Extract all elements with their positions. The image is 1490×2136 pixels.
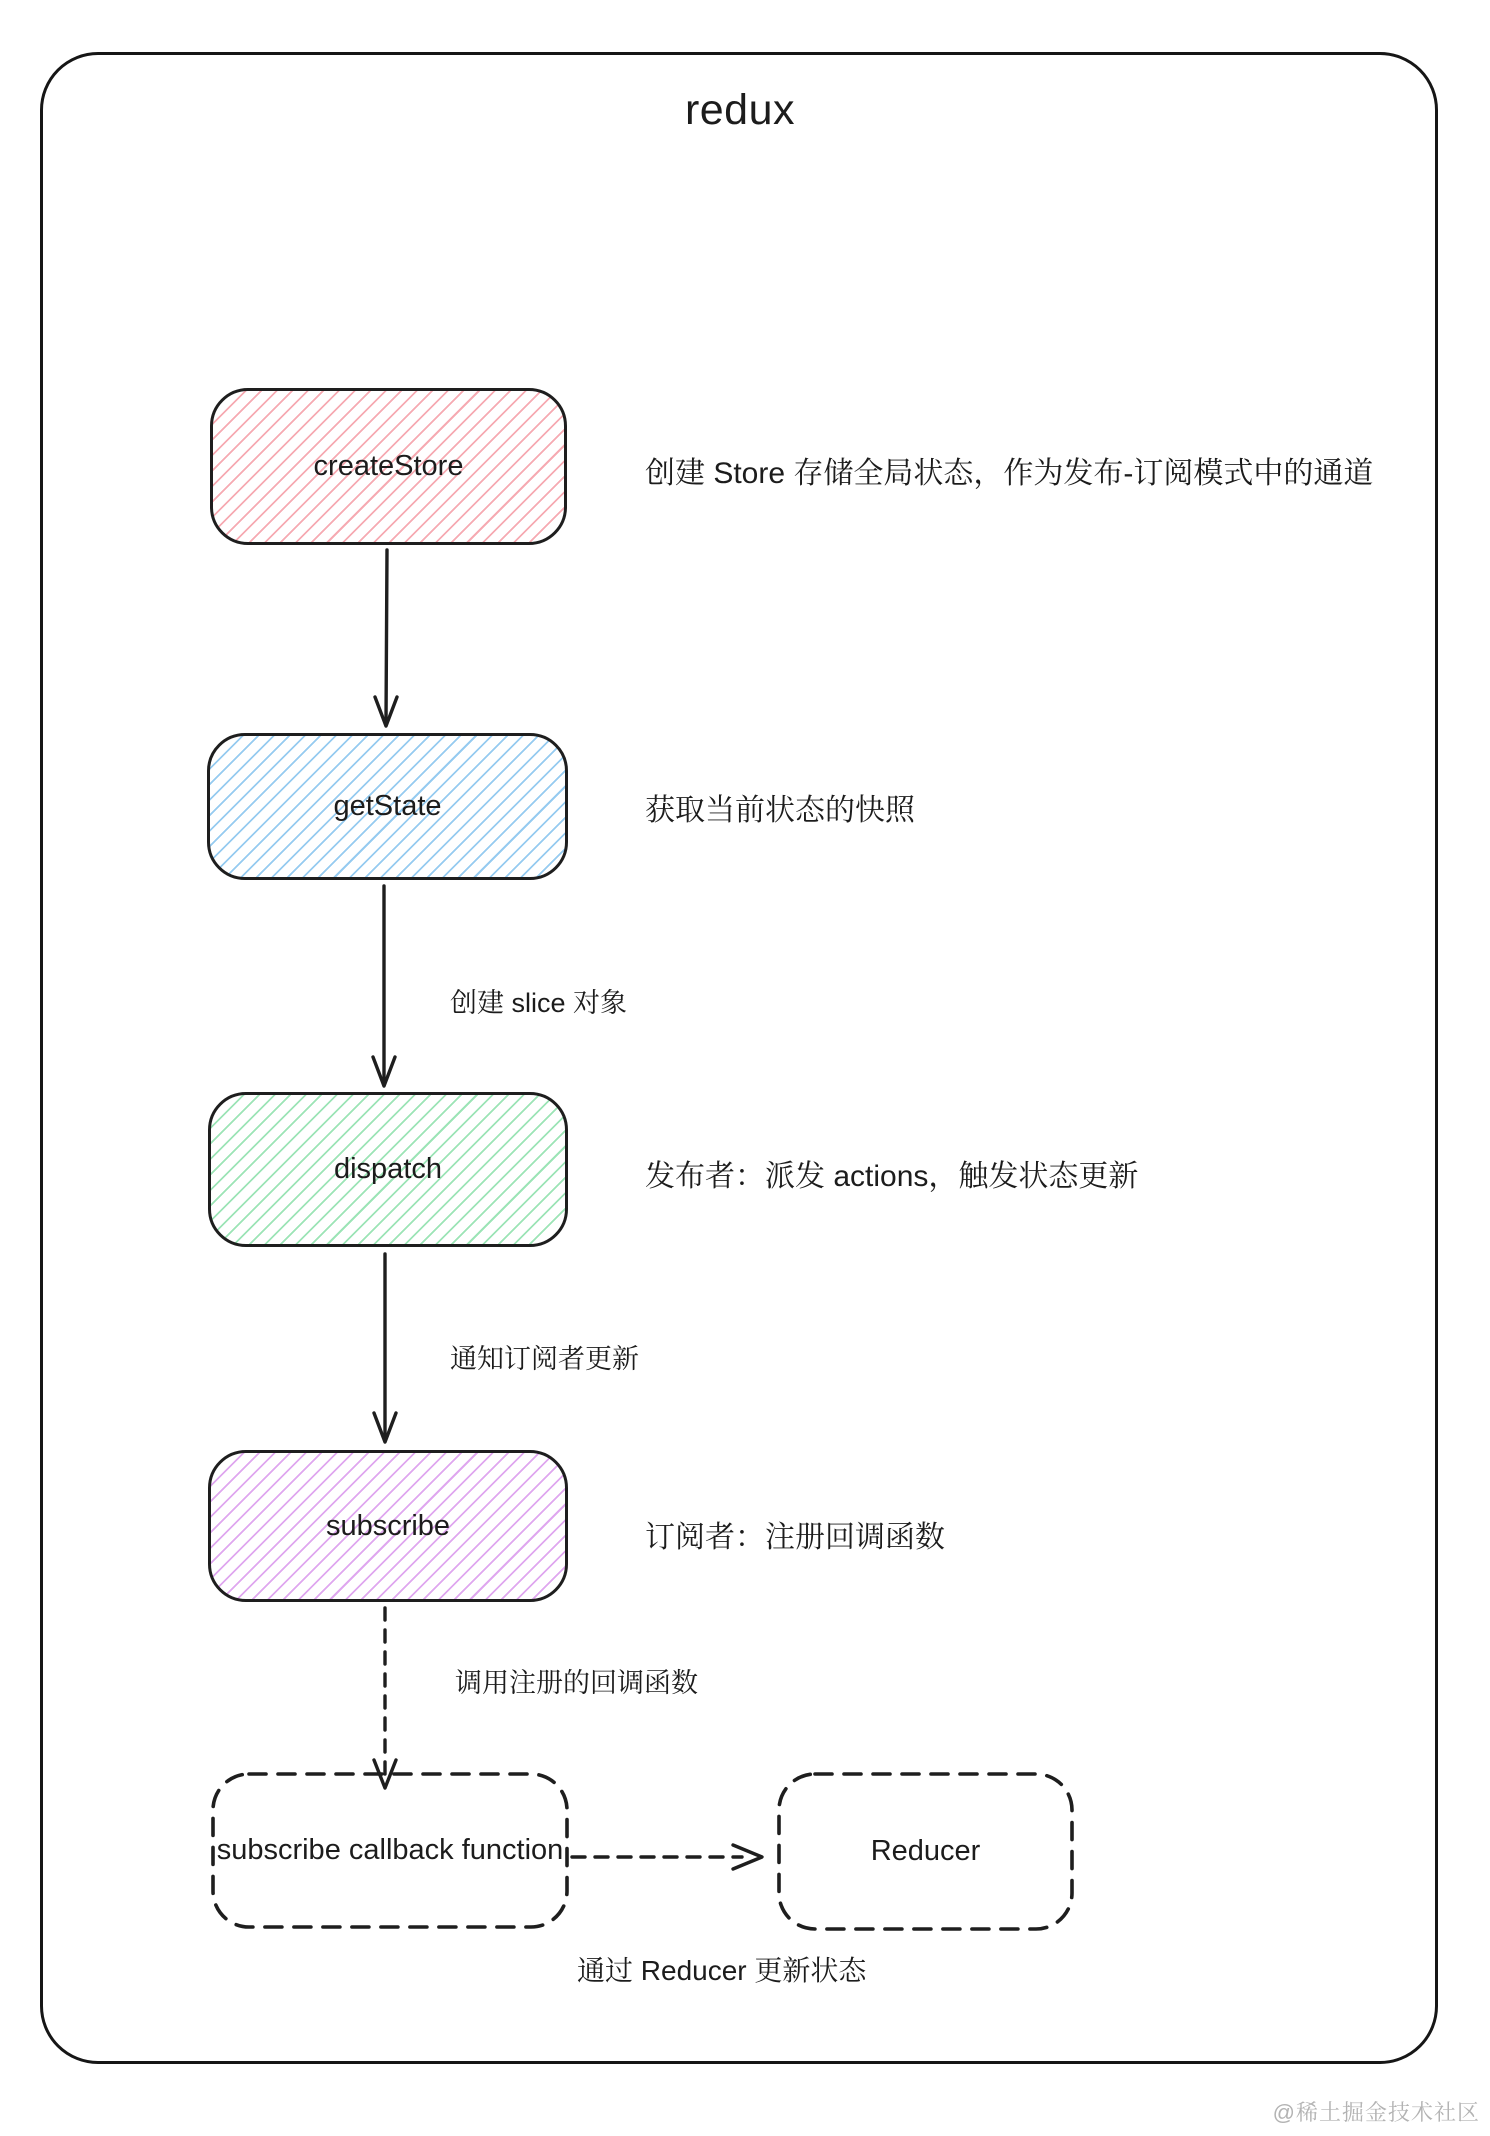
node-createstore	[210, 388, 567, 545]
desc-subscribe: 订阅者：注册回调函数	[645, 1521, 945, 1554]
node-subscribe-callback	[212, 1773, 568, 1928]
node-getstate	[207, 733, 568, 880]
node-dispatch-label: dispatch	[333, 1153, 442, 1185]
node-subscribe	[208, 1450, 568, 1602]
desc-createstore: 创建 Store 存储全局状态，作为发布-订阅模式中的通道	[645, 457, 1374, 490]
node-createstore-label: createStore	[313, 450, 464, 482]
node-subscribe-callback-label: subscribe callback function	[216, 1834, 564, 1866]
desc-getstate: 获取当前状态的快照	[645, 794, 915, 827]
edge-label-invoke-callback: 调用注册的回调函数	[455, 1668, 698, 1698]
node-reducer-label: Reducer	[870, 1835, 981, 1867]
desc-dispatch: 发布者：派发 actions，触发状态更新	[645, 1160, 1139, 1193]
edge-label-update-via-reducer: 通过 Reducer 更新状态	[577, 1955, 867, 1986]
edge-label-notify-subscribers: 通知订阅者更新	[450, 1344, 639, 1374]
edge-label-create-slice: 创建 slice 对象	[450, 988, 628, 1018]
watermark: @稀土掘金技术社区	[1272, 2100, 1480, 2125]
diagram-outer-frame	[40, 52, 1438, 2064]
node-subscribe-label: subscribe	[325, 1509, 451, 1542]
node-getstate-label: getState	[333, 790, 442, 822]
diagram-title: redux	[684, 86, 796, 134]
node-dispatch	[208, 1092, 568, 1247]
node-reducer	[778, 1773, 1073, 1930]
